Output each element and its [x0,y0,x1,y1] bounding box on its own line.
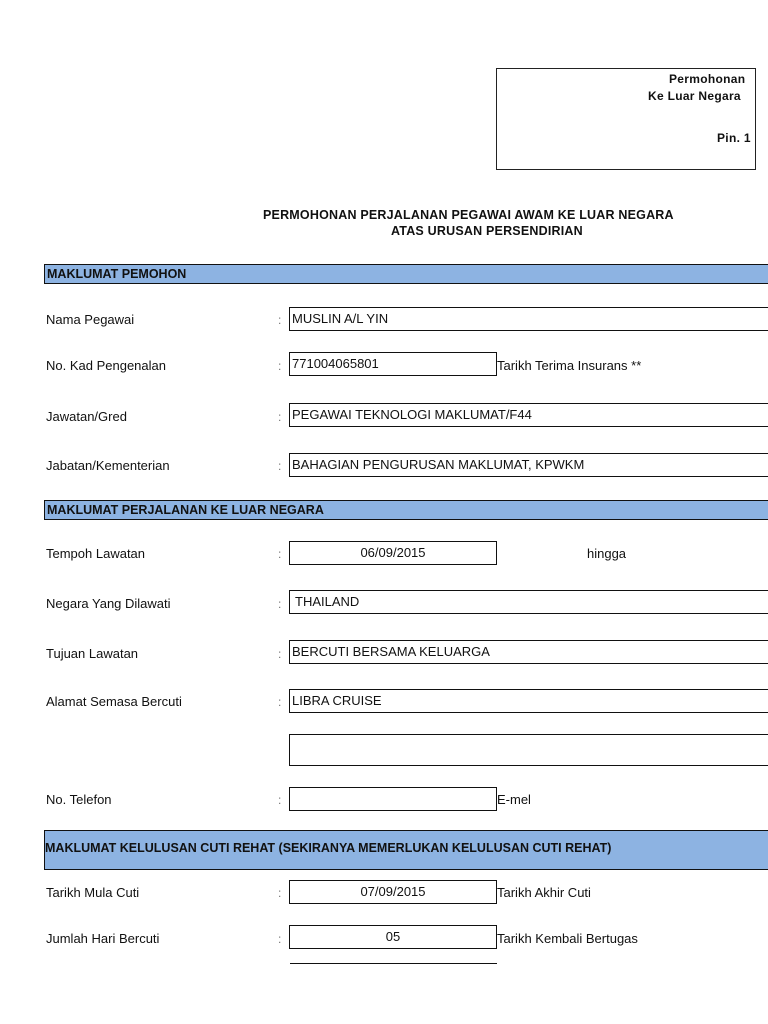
tarikh-akhir-cuti-label: Tarikh Akhir Cuti [497,885,591,900]
tujuan-label: Tujuan Lawatan [46,646,139,661]
negara-label: Negara Yang Dilawati [46,596,171,611]
jumlah-hari-label: Jumlah Hari Bercuti [46,931,160,946]
form-reference-line-1: Permohonan [669,72,746,86]
colon-separator: : [278,695,282,709]
ic-number-field[interactable]: 771004065801 [289,352,497,376]
telefon-label: No. Telefon [46,792,112,807]
divider-line [290,963,497,964]
jabatan-kementerian-field[interactable]: BAHAGIAN PENGURUSAN MAKLUMAT, KPWKM [289,453,768,477]
form-title-line-2: ATAS URUSAN PERSENDIRIAN [391,224,583,238]
negara-field[interactable]: THAILAND [289,590,768,614]
colon-separator: : [278,459,282,473]
form-reference-line-3: Pin. 1 [717,131,751,145]
telefon-field[interactable] [289,787,497,811]
colon-separator: : [278,410,282,424]
jawatan-gred-label: Jawatan/Gred [46,409,127,424]
colon-separator: : [278,932,282,946]
tujuan-field[interactable]: BERCUTI BERSAMA KELUARGA [289,640,768,664]
insurance-date-label: Tarikh Terima Insurans ** [497,358,642,373]
alamat-field-2[interactable] [289,734,768,766]
jumlah-hari-field[interactable]: 05 [289,925,497,949]
email-label: E-mel [497,792,531,807]
colon-separator: : [278,359,282,373]
section-header-pemohon: MAKLUMAT PEMOHON [44,264,768,284]
tarikh-mula-cuti-field[interactable]: 07/09/2015 [289,880,497,904]
jawatan-gred-field[interactable]: PEGAWAI TEKNOLOGI MAKLUMAT/F44 [289,403,768,427]
nama-pegawai-field[interactable]: MUSLIN A/L YIN [289,307,768,331]
nama-pegawai-label: Nama Pegawai [46,312,135,327]
section-header-perjalanan: MAKLUMAT PERJALANAN KE LUAR NEGARA [44,500,768,520]
tempoh-lawatan-label: Tempoh Lawatan [46,546,146,561]
hingga-label: hingga [587,546,627,561]
form-reference-box [496,68,756,170]
form-title-line-1: PERMOHONAN PERJALANAN PEGAWAI AWAM KE LUAR NEGARA [263,208,674,222]
alamat-field-1[interactable]: LIBRA CRUISE [289,689,768,713]
form-reference-line-2: Ke Luar Negara [648,89,741,103]
tempoh-from-field[interactable]: 06/09/2015 [289,541,497,565]
colon-separator: : [278,793,282,807]
colon-separator: : [278,886,282,900]
alamat-label: Alamat Semasa Bercuti [46,694,182,709]
tarikh-mula-cuti-label: Tarikh Mula Cuti [46,885,140,900]
colon-separator: : [278,597,282,611]
jabatan-kementerian-label: Jabatan/Kementerian [46,458,170,473]
ic-number-label: No. Kad Pengenalan [46,358,166,373]
colon-separator: : [278,647,282,661]
colon-separator: : [278,547,282,561]
section-header-cuti: MAKLUMAT KELULUSAN CUTI REHAT (SEKIRANYA MEMERLUKAN KELULUSAN CUTI REHAT) [44,830,768,870]
colon-separator: : [278,313,282,327]
tarikh-kembali-label: Tarikh Kembali Bertugas [497,931,638,946]
